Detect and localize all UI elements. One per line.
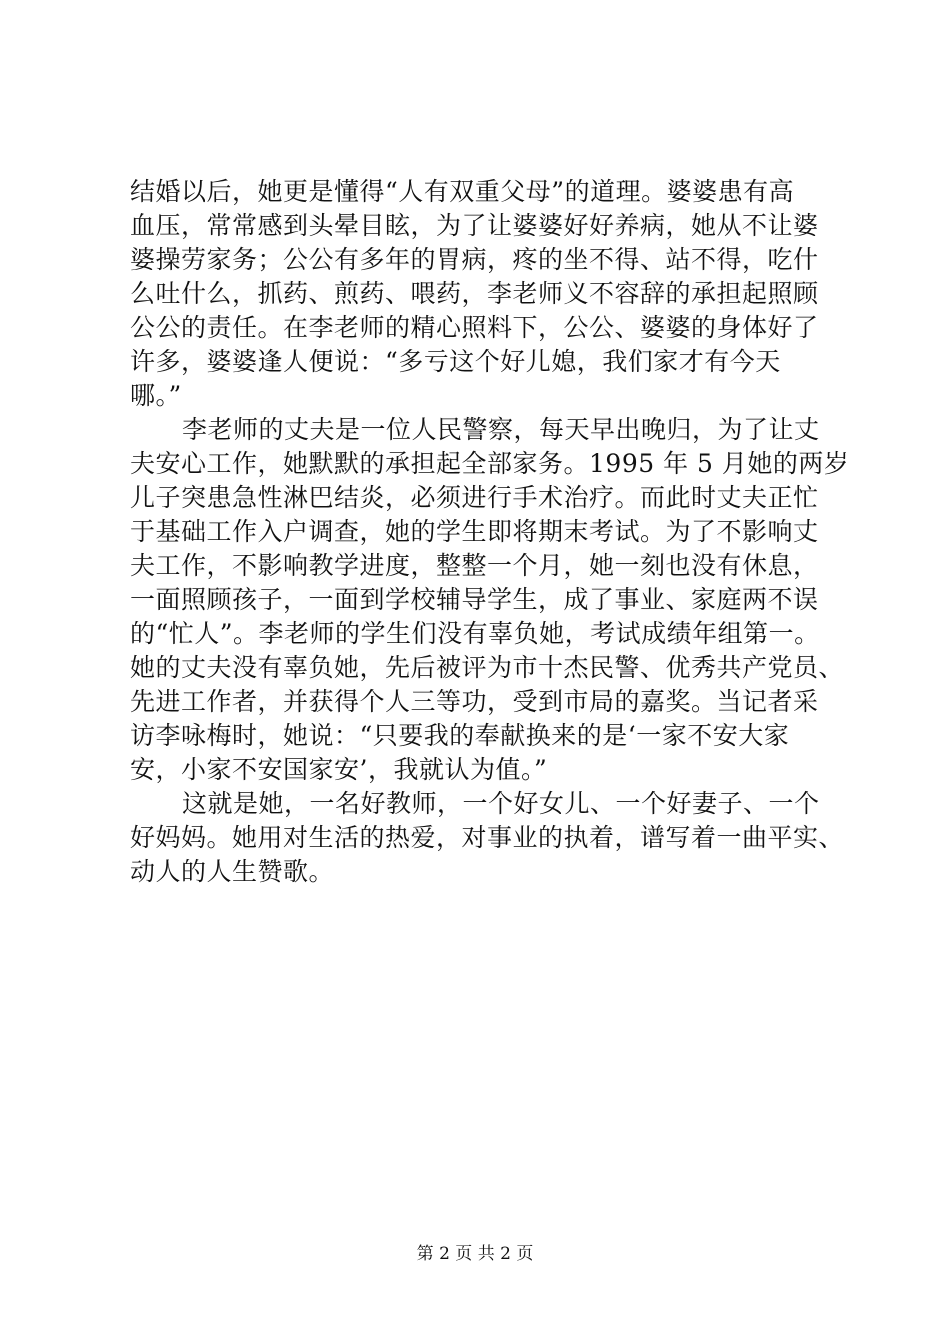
- text-line: 李老师的丈夫是一位人民警察，每天早出晚归，为了让丈: [182, 415, 820, 444]
- text-line: 的“忙人”。李老师的学生们没有辜负她，考试成绩年组第一。: [130, 619, 820, 648]
- text-line: 婆操劳家务；公公有多年的胃病，疼的坐不得、站不得，吃什: [130, 245, 819, 274]
- text-line: 哪。”: [130, 381, 182, 410]
- document-body: [130, 175, 850, 889]
- text-line: 访李咏梅时，她说：“只要我的奉献换来的是‘一家不安大家: [130, 721, 790, 750]
- text-line: 一面照顾孩子，一面到学校辅导学生，成了事业、家庭两不误: [130, 585, 819, 614]
- text-line: 么吐什么，抓药、煎药、喂药，李老师义不容辞的承担起照顾: [130, 279, 819, 308]
- text-line: 公公的责任。在李老师的精心照料下，公公、婆婆的身体好了: [130, 313, 819, 342]
- page-number-footer: 第 2 页 共 2 页: [416, 1244, 534, 1264]
- paragraph-marriage: [130, 175, 830, 413]
- text-line: 于基础工作入户调查，她的学生即将期末考试。为了不影响丈: [130, 517, 819, 546]
- paragraph-conclusion: [130, 787, 845, 889]
- paragraph-husband: [130, 413, 850, 787]
- text-line: 这就是她，一名好教师，一个好女儿、一个好妻子、一个: [182, 789, 820, 818]
- text-line: 血压，常常感到头晕目眩，为了让婆婆好好养病，她从不让婆: [130, 211, 819, 240]
- text-line: 结婚以后，她更是懂得“人有双重父母”的道理。婆婆患有高: [130, 177, 795, 206]
- text-line: 先进工作者，并获得个人三等功，受到市局的嘉奖。当记者采: [130, 687, 819, 716]
- text-line: 儿子突患急性淋巴结炎，必须进行手术治疗。而此时丈夫正忙: [130, 483, 819, 512]
- text-line: 夫工作，不影响教学进度，整整一个月，她一刻也没有休息，: [130, 551, 819, 580]
- text-line: 夫安心工作，她默默的承担起全部家务。1995 年 5 月她的两岁: [130, 449, 850, 478]
- text-line: 好妈妈。她用对生活的热爱，对事业的执着，谱写着一曲平实、: [130, 823, 845, 852]
- text-line: 动人的人生赞歌。: [130, 857, 335, 886]
- text-line: 安，小家不安国家安’，我就认为值。”: [130, 755, 548, 784]
- text-line: 她的丈夫没有辜负她，先后被评为市十杰民警、优秀共产党员、: [130, 653, 845, 682]
- text-line: 许多，婆婆逢人便说：“多亏这个好儿媳，我们家才有今天: [130, 347, 781, 376]
